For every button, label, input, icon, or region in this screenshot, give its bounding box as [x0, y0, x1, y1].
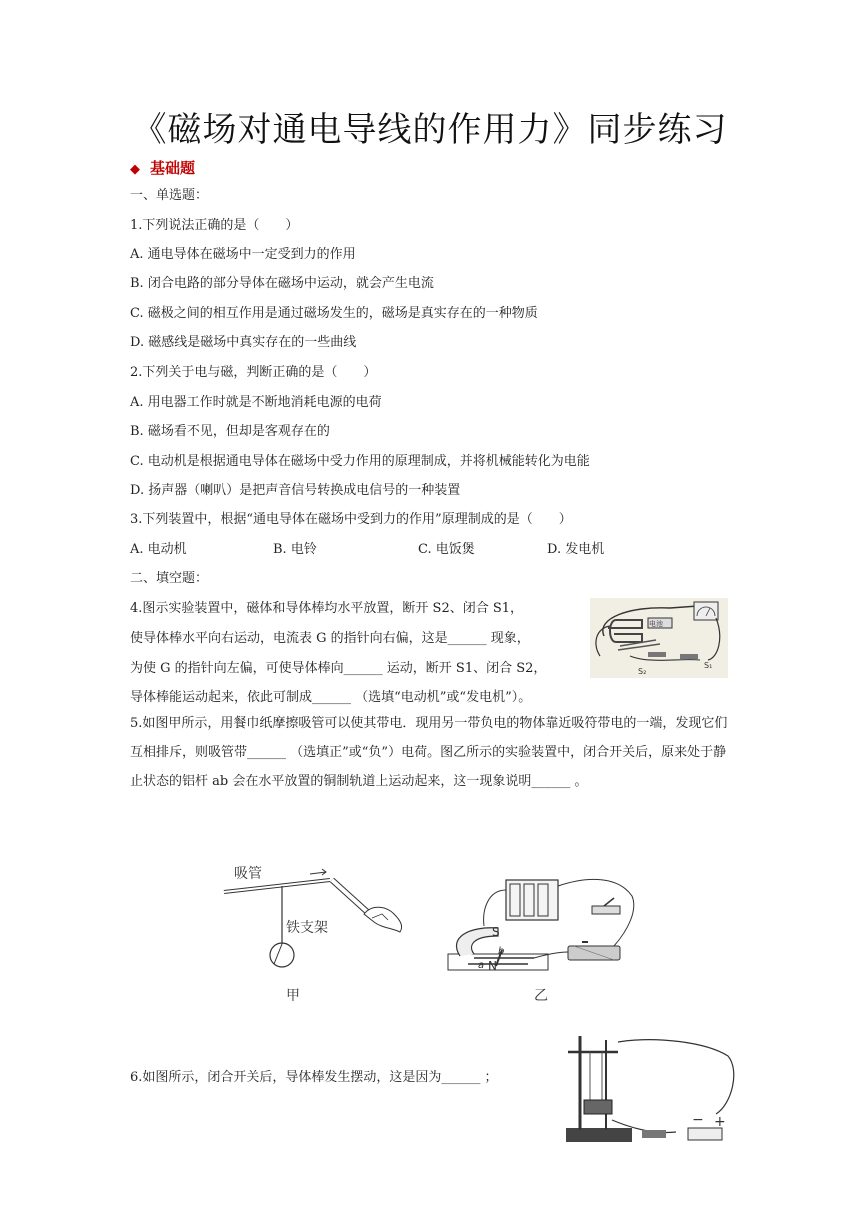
q2-stem: 2.下列关于电与磁，判断正确的是（ ）	[130, 365, 377, 380]
q6-apparatus-figure	[556, 1034, 736, 1150]
page-title: 《磁场对通电导线的作用力》同步练习	[132, 110, 728, 150]
q5-pole-s-label: S	[492, 925, 500, 939]
q3-stem: 3.下列装置中，根据“通电导体在磁场中受到力的作用”原理制成的是（ ）	[130, 512, 572, 527]
q3-option-c: C. 电饭煲	[418, 542, 475, 557]
q4-line-1: 4.图示实验装置中，磁体和导体棒均水平放置，断开 S2、闭合 S1，	[130, 601, 524, 616]
q1-option-c: C. 磁极之间的相互作用是通过磁场发生的，磁场是真实存在的一种物质	[130, 306, 538, 321]
q2-option-d: D. 扬声器（喇叭）是把声音信号转换成电信号的一种装置	[130, 483, 461, 498]
q4-switch-s2-label: S₂	[638, 667, 647, 676]
q5-figure-b	[438, 866, 658, 1006]
q5-figure-a-caption: 甲	[286, 988, 300, 1004]
q3-option-a: A. 电动机	[130, 542, 187, 557]
q4-switch-s1-label: S₁	[704, 661, 713, 670]
q6-text: 6.如图所示，闭合开关后，导体棒发生摆动，这是因为______ ；	[130, 1070, 498, 1085]
q6-minus-label: −	[692, 1112, 704, 1128]
q1-option-b: B. 闭合电路的部分导体在磁场中运动，就会产生电流	[130, 276, 434, 291]
q4-line-2: 使导体棒水平向右运动，电流表 G 的指针向右偏，这是______ 现象，	[130, 631, 530, 646]
section-label: 基础题	[150, 159, 196, 177]
q5-rod-b-label: b	[498, 946, 505, 957]
q5-pole-n-label: N	[488, 959, 497, 973]
q2-option-b: B. 磁场看不见，但却是客观存在的	[130, 424, 330, 439]
q5-straw-label: 吸管	[234, 866, 262, 882]
q4-battery-label: 电池	[649, 620, 663, 628]
q3-option-b: B. 电铃	[273, 542, 317, 557]
q2-option-c: C. 电动机是根据通电导体在磁场中受力作用的原理制成，并将机械能转化为电能	[130, 454, 590, 469]
q5-figure-b-caption: 乙	[534, 988, 548, 1004]
q2-option-a: A. 用电器工作时就是不断地消耗电源的电荷	[130, 395, 382, 410]
section-heading	[130, 157, 195, 178]
q1-option-d: D. 磁感线是磁场中真实存在的一些曲线	[130, 335, 357, 350]
part-heading-fill: 二、填空题：	[130, 571, 209, 586]
q4-apparatus-figure	[590, 598, 728, 678]
diamond-icon: ◆	[130, 162, 140, 177]
q1-stem: 1.下列说法正确的是（ ）	[130, 218, 299, 233]
q5-rod-a-label: a	[478, 960, 485, 971]
q5-text: 5.如图甲所示，用餐巾纸摩擦吸管可以使其带电．现用另一带负电的物体靠近吸符带电的一端，发现它们互相排斥，则吸管带______ （选填正”或“负”）电荷。图乙所示的实验装置中，闭合开关后，原来处于静止状态的铝杆 ab 会在水平放置的铜制轨道上运动起来，这一现象说明______ 。	[130, 716, 728, 789]
q3-option-d: D. 发电机	[547, 542, 605, 557]
q1-option-a: A. 通电导体在磁场中一定受到力的作用	[130, 247, 356, 262]
q5-figure-a	[222, 858, 412, 1008]
q4-line-4: 导体棒能运动起来，依此可制成______ （选填“电动机”或“发电机”）。	[130, 690, 532, 705]
part-heading-choice: 一、单选题：	[130, 188, 209, 203]
q4-line-3: 为使 G 的指针向左偏，可使导体棒向______ 运动，断开 S1、闭合 S2，	[130, 661, 547, 676]
q5-stand-label: 铁支架	[286, 920, 328, 936]
q6-plus-label: +	[714, 1114, 726, 1130]
